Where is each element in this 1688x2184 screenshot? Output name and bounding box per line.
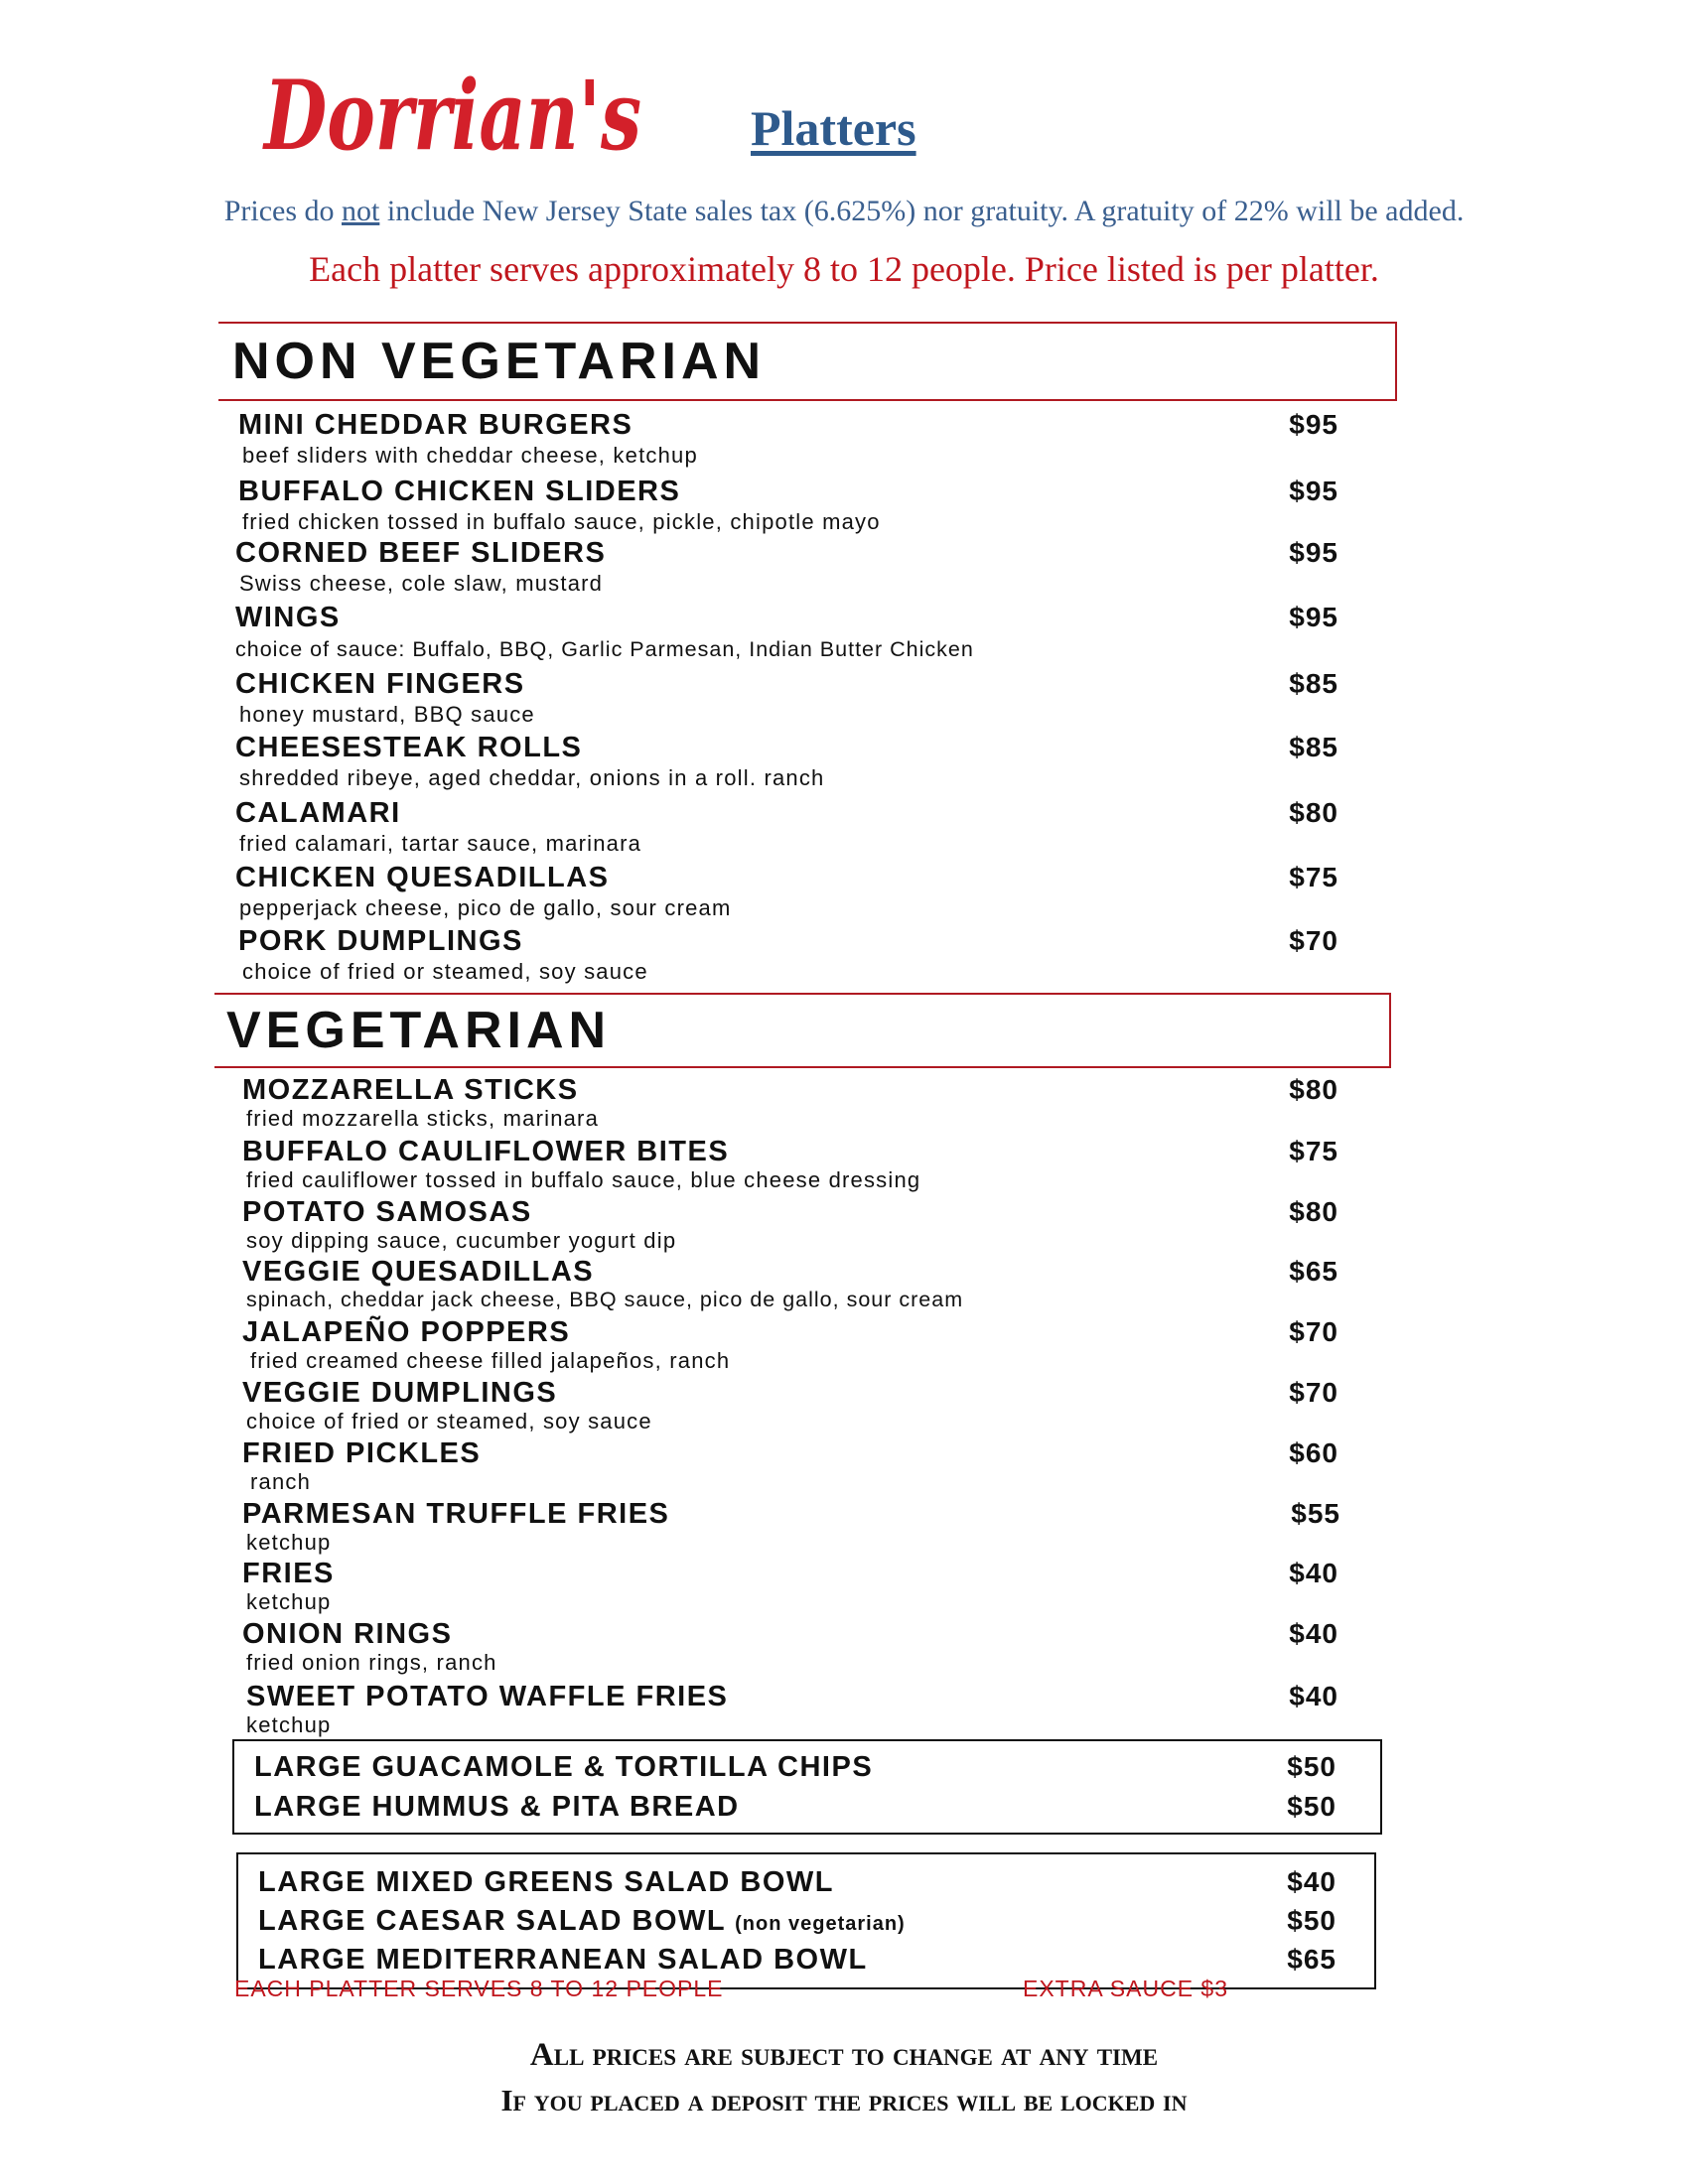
item-name: CHICKEN FINGERS (235, 668, 525, 700)
item-name: BUFFALO CHICKEN SLIDERS (238, 476, 681, 507)
item-price: $85 (1289, 732, 1338, 762)
item-description: fried creamed cheese filled jalapeños, ranch (250, 1348, 731, 1373)
item-description: soy dipping sauce, cucumber yogurt dip (246, 1228, 677, 1253)
item-description: ranch (250, 1469, 312, 1494)
item-description: spinach, cheddar jack cheese, BBQ sauce, pico de gallo, sour cream (246, 1288, 964, 1311)
item-name: CALAMARI (235, 797, 401, 829)
item-description: ketchup (246, 1712, 332, 1737)
box-item (234, 1791, 1380, 1827)
item-price: $70 (1289, 925, 1338, 956)
box-item-name: LARGE HUMMUS & PITA BREAD (254, 1791, 740, 1823)
non-vegetarian-title: NON VEGETARIAN (232, 333, 767, 390)
tax-note-after: include New Jersey State sales tax (6.625%) nor gratuity. A gratuity of 22% will be added. (379, 195, 1465, 227)
item-name: MOZZARELLA STICKS (242, 1074, 579, 1106)
item-name: VEGGIE DUMPLINGS (242, 1377, 558, 1409)
box-item-name: LARGE MIXED GREENS SALAD BOWL (258, 1866, 835, 1898)
disclaimer-line-1: All prices are subject to change at any time (529, 2037, 1159, 2073)
item-description: shredded ribeye, aged cheddar, onions in a roll. ranch (239, 765, 825, 790)
box-item-name (258, 1905, 906, 1938)
item-description: fried chicken tossed in buffalo sauce, pickle, chipotle mayo (242, 509, 881, 534)
salad-box (236, 1852, 1376, 1989)
item-name: FRIES (242, 1558, 335, 1589)
item-description: choice of fried or steamed, soy sauce (242, 959, 648, 984)
vegetarian-header (214, 993, 1391, 1068)
item-description: fried onion rings, ranch (246, 1650, 497, 1675)
item-name: CORNED BEEF SLIDERS (235, 537, 607, 569)
dorrians-logo (260, 50, 647, 179)
item-name: FRIED PICKLES (242, 1437, 482, 1469)
tax-note-not: not (342, 195, 380, 227)
item-description: fried mozzarella sticks, marinara (246, 1106, 600, 1131)
tax-note (0, 195, 1688, 228)
box-item-name-text: LARGE CAESAR SALAD BOWL (258, 1905, 726, 1937)
box-item-price: $40 (1287, 1866, 1336, 1897)
tax-note-before: Prices do (223, 195, 343, 227)
box-item-price: $50 (1287, 1751, 1336, 1782)
item-price: $70 (1289, 1316, 1338, 1347)
item-price: $75 (1289, 862, 1338, 892)
item-price: $80 (1289, 797, 1338, 828)
item-description: choice of fried or steamed, soy sauce (246, 1409, 652, 1433)
item-description: fried cauliflower tossed in buffalo sauce, blue cheese dressing (246, 1167, 921, 1192)
item-description: ketchup (246, 1589, 332, 1614)
item-name: WINGS (235, 602, 341, 633)
item-price: $40 (1289, 1618, 1338, 1649)
item-name: CHEESESTEAK ROLLS (235, 732, 583, 763)
item-name: SWEET POTATO WAFFLE FRIES (246, 1681, 729, 1712)
item-price: $80 (1289, 1196, 1338, 1227)
item-name: ONION RINGS (242, 1618, 453, 1650)
item-description: fried calamari, tartar sauce, marinara (239, 831, 642, 856)
item-description: beef sliders with cheddar cheese, ketchup (242, 443, 698, 468)
item-price: $55 (1291, 1498, 1340, 1529)
item-price: $95 (1289, 537, 1338, 568)
box-item-price: $50 (1287, 1905, 1336, 1936)
logo-text: Dorrian's (261, 60, 641, 172)
item-price: $85 (1289, 668, 1338, 699)
item-price: $95 (1289, 602, 1338, 632)
item-description: pepperjack cheese, pico de gallo, sour cream (239, 895, 732, 920)
item-price: $65 (1289, 1256, 1338, 1287)
item-price: $40 (1289, 1558, 1338, 1588)
dips-box (232, 1739, 1382, 1835)
page-title: Platters (751, 100, 916, 156)
footer-extra-sauce: EXTRA SAUCE $3 (1023, 1976, 1229, 2001)
item-name: VEGGIE QUESADILLAS (242, 1256, 595, 1288)
footer-serves-note: EACH PLATTER SERVES 8 TO 12 PEOPLE (234, 1976, 724, 2001)
item-name: BUFFALO CAULIFLOWER BITES (242, 1136, 730, 1167)
item-description: choice of sauce: Buffalo, BBQ, Garlic Parmesan, Indian Butter Chicken (235, 637, 974, 661)
item-name: JALAPEÑO POPPERS (242, 1316, 571, 1348)
item-price: $80 (1289, 1074, 1338, 1105)
box-item (238, 1866, 1374, 1902)
item-price: $70 (1289, 1377, 1338, 1408)
item-description: Swiss cheese, cole slaw, mustard (239, 571, 604, 596)
non-vegetarian-header (218, 322, 1397, 401)
box-item (238, 1944, 1374, 1979)
box-item-name: LARGE MEDITERRANEAN SALAD BOWL (258, 1944, 868, 1976)
item-price: $60 (1289, 1437, 1338, 1468)
item-name: POTATO SAMOSAS (242, 1196, 532, 1228)
box-item-note: (non vegetarian) (735, 1913, 906, 1935)
box-item-price: $50 (1287, 1791, 1336, 1822)
vegetarian-title: VEGETARIAN (226, 1002, 612, 1059)
serves-note: Each platter serves approximately 8 to 12 people. Price listed is per platter. (309, 249, 1379, 289)
item-name: MINI CHEDDAR BURGERS (238, 409, 633, 441)
item-name: CHICKEN QUESADILLAS (235, 862, 610, 893)
item-description: ketchup (246, 1530, 332, 1555)
item-name: PORK DUMPLINGS (238, 925, 523, 957)
item-price: $95 (1289, 409, 1338, 440)
item-description: honey mustard, BBQ sauce (239, 702, 535, 727)
item-price: $40 (1289, 1681, 1338, 1711)
item-name: PARMESAN TRUFFLE FRIES (242, 1498, 670, 1530)
item-price: $95 (1289, 476, 1338, 506)
box-item-price: $65 (1287, 1944, 1336, 1975)
box-item-name: LARGE GUACAMOLE & TORTILLA CHIPS (254, 1751, 874, 1783)
item-price: $75 (1289, 1136, 1338, 1166)
box-item (238, 1905, 1374, 1941)
box-item (234, 1751, 1380, 1787)
disclaimer-line-2: If you placed a deposit the prices will be locked in (500, 2083, 1188, 2117)
